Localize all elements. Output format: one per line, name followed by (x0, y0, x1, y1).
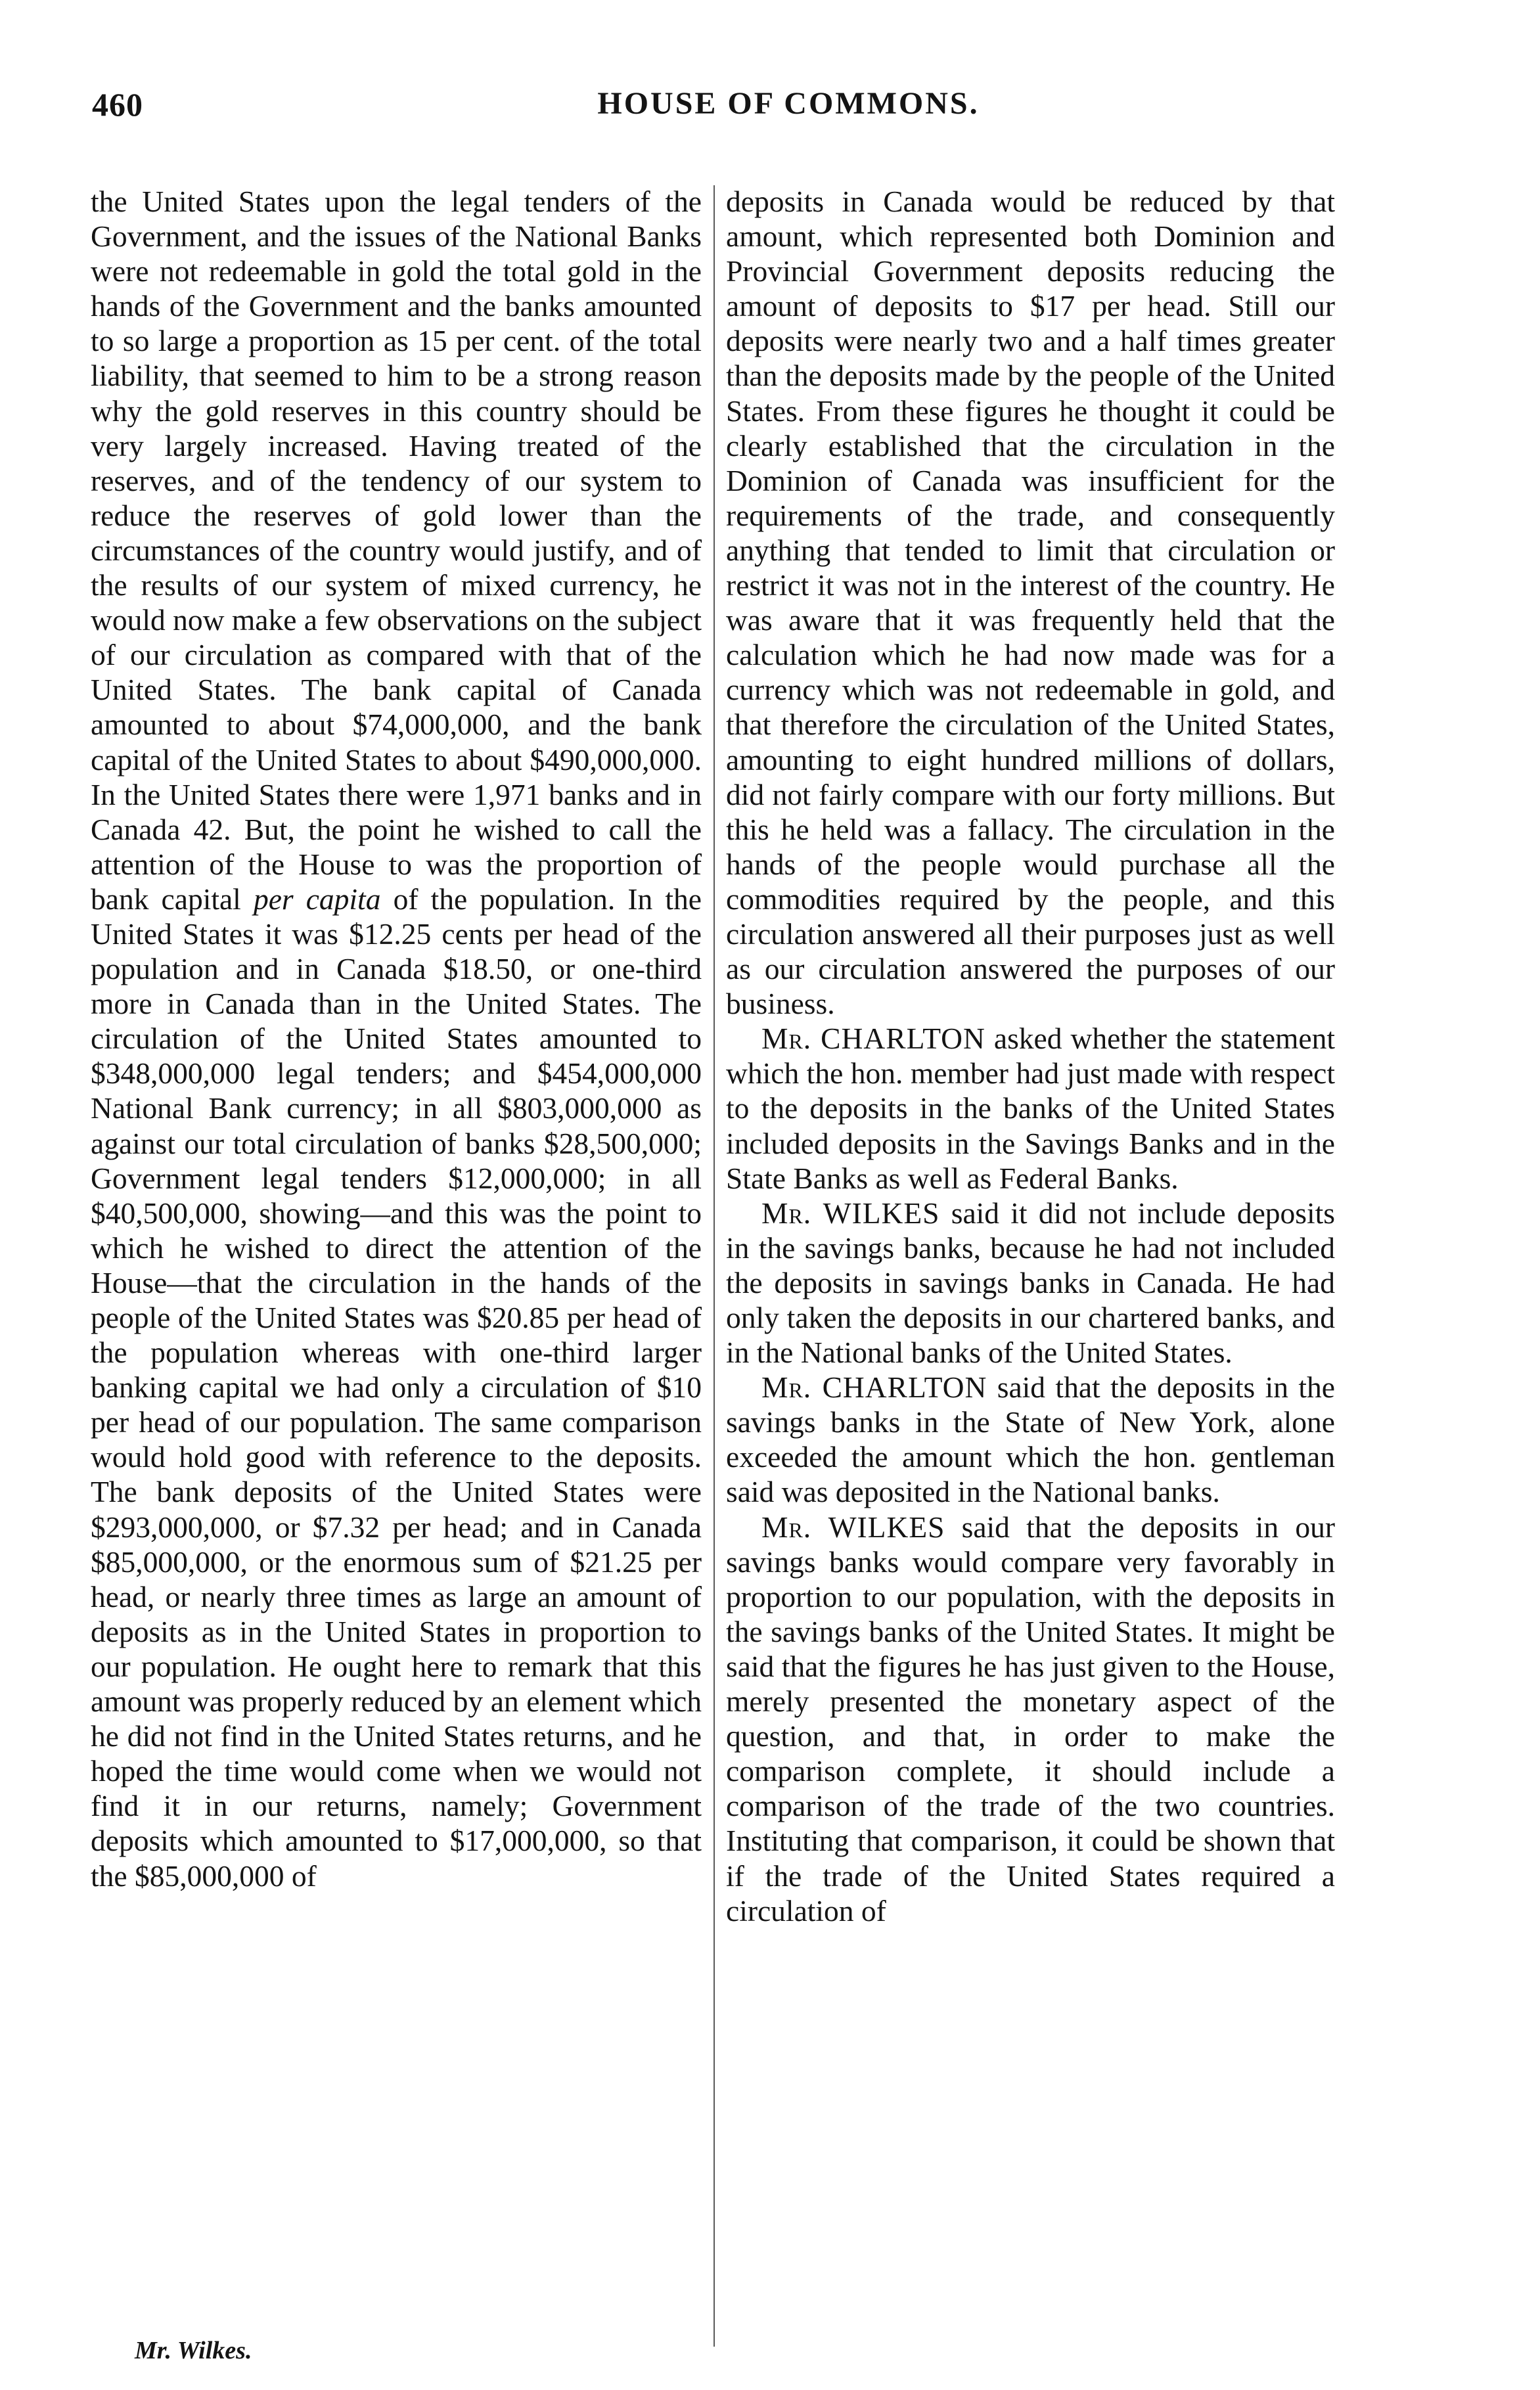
page-number: 460 (92, 86, 143, 123)
right-column (726, 184, 1335, 1928)
right-paragraph-4 (726, 1370, 1335, 1509)
left-paragraph-1-text-b: of the population. In the United States it was $12.25 cents per head of the population and in Canada $18.50, or one-third more in Canada than in the United States. The circulation of the United States amounted to $348,000,000 legal tenders; and $454,000,000 National Bank currency; in all $803,000,000 as against our total circulation of banks $28,500,000; Government legal tenders $12,000,000; in all $40,500,000, showing—and this was the point to which he wished to direct the attention of the House—that the circulation in the hands of the people of the United States was $20.85 per head of the population whereas with one-third larger banking capital we had only a circulation of $10 per head of our population. The same comparison would hold good with reference to the deposits. The bank deposits of the United States were $293,000,000, or $7.32 per head; and in Canada $85,000,000, or the enormous sum of $21.25 per head, or nearly three times as large an amount of deposits as in the United States in proportion to our population. He ought here to remark that this amount was properly reduced by an element which he did not find in the United States returns, and he hoped the time would come when we would not find it in our returns, namely; Government deposits which amounted to $17,000,000, so that the $85,000,000 of (91, 882, 702, 1893)
italic-phrase: per capita (253, 882, 381, 916)
speaker-name: Mr. WILKES (761, 1510, 945, 1544)
page-header (92, 85, 1340, 125)
paragraph-text: asked whether the statement which the hon. member had just made with respect to the deposits in the banks of the United States included deposits in the Savings Banks and in the State Banks as well as Federal Banks. (726, 1022, 1335, 1195)
footer-catchword: Mr. Wilkes. (135, 2337, 252, 2364)
speaker-name: Mr. CHARLTON (761, 1370, 987, 1405)
right-paragraph-2 (726, 1021, 1335, 1195)
right-paragraph-5 (726, 1510, 1335, 1928)
running-title: HOUSE OF COMMONS. (597, 86, 980, 121)
column-divider (713, 185, 715, 2347)
left-paragraph-1-text-a: the United States upon the legal tenders of the Government, and the issues of the National Banks were not redeemable in gold the total gold in the hands of the Government and the banks amounted to so large a proportion as 15 per cent. of the total liability, that seemed to him to be a strong reason why the gold reserves in this country should be very largely increased. Having treated of the reserves, and of the tendency of our system to reduce the reserves of gold lower than the circumstances of the country would justify, and of the results of our system of mixed currency, he would now make a few observations on the subject of our circulation as compared with that of the United States. The bank capital of Canada amounted to about $74,000,000, and the bank capital of the United States to about $490,000,000. In the United States there were 1,971 banks and in Canada 42. But, the point he wished to call the attention of the House to was the proportion of bank capital (91, 185, 702, 916)
paragraph-text: said it did not include deposits in the savings banks, because he had not included the deposits in savings banks in Canada. He had only taken the deposits in our chartered banks, and in the National banks of the United States. (726, 1196, 1335, 1370)
paragraph-text: said that the deposits in the savings banks in the State of New York, alone exceeded the amount which the hon. gentleman said was deposited in the National banks. (726, 1370, 1336, 1509)
left-paragraph-1 (91, 184, 702, 1893)
right-paragraph-1: deposits in Canada would be reduced by that amount, which represented both Dominion and Provincial Government deposits reducing the amount of deposits to $17 per head. Still our deposits were nearly two and a half times greater than the deposits made by the people of the United States. From these figures he thought it could be clearly established that the circulation in the Dominion of Canada was insufficient for the requirements of the trade, and consequently anything that tended to limit that circulation or restrict it was not in the interest of the country. He was aware that it was frequently held that the calculation which he had now made was for a currency which was not redeemable in gold, and that therefore the circulation of the United States, amounting to eight hundred millions of dollars, did not fairly compare with our forty millions. But this he held was a fallacy. The circulation in the hands of the people would purchase all the commodities required by the people, and this circulation answered all their purposes just as well as our circulation answered the purposes of our business. (726, 185, 1335, 1021)
paragraph-text: said that the deposits in our savings banks would compare very favorably in proportion to our population, with the deposits in the savings banks of the United States. It might be said that the figures he has just given to the House, merely presented the monetary aspect of the question, and that, in order to make the comparison complete, it should include a comparison of the trade of the two countries. Instituting that comparison, it could be shown that if the trade of the United States required a circulation of (726, 1510, 1336, 1928)
speaker-name: Mr. WILKES (761, 1196, 940, 1230)
right-paragraph-3 (726, 1196, 1335, 1370)
left-column (91, 184, 702, 1893)
speaker-name: Mr. CHARLTON (761, 1022, 985, 1056)
